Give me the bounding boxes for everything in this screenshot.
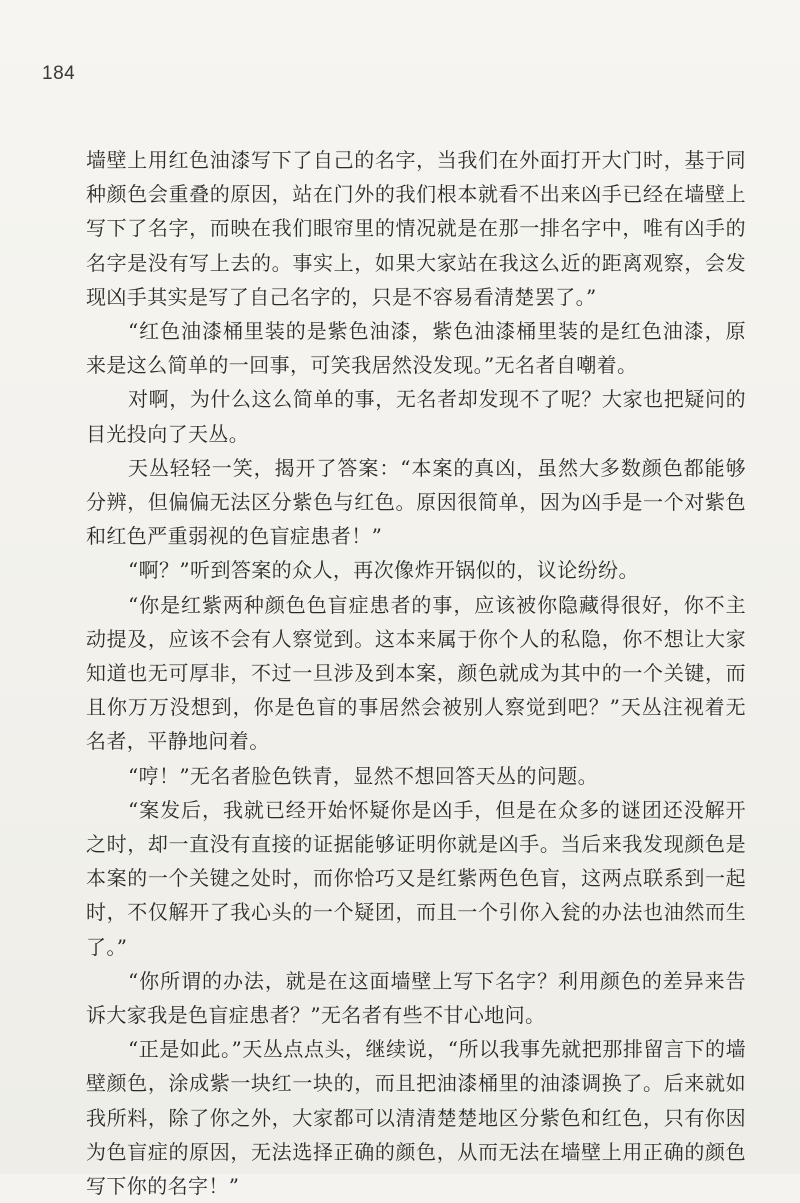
paragraph: “红色油漆桶里装的是紫色油漆，紫色油漆桶里装的是红色油漆，原来是这么简单的一回事，可笑我居然没发现。”无名者自嘲着。 [86,319,746,378]
paragraph: “案发后，我就已经开始怀疑你是凶手，但是在众多的谜团还没解开之时，却一直没有直接的证据能够证明你就是凶手。当后来我发现颜色是本案的一个关键之处时，而你恰巧又是红紫两色色盲，这两点联系到一起时，不仅解开了我心头的一个疑团，而且一个引你入瓮的办法也油然而生了。” [86,797,746,959]
body-text [86,143,746,1203]
paragraph: 墙壁上用红色油漆写下了自己的名字，当我们在外面打开大门时，基于同种颜色会重叠的原因，站在门外的我们根本就看不出来凶手已经在墙壁上写下了名字，而映在我们眼帘里的情况就是在那一排名字中，唯有凶手的名字是没有写上去的。事实上，如果大家站在我这么近的距离观察，会发现凶手其实是写了自己名字的，只是不容易看清楚罢了。” [86,148,746,309]
page-number: 184 [42,63,76,84]
paragraph: “哼！”无名者脸色铁青，显然不想回答天丛的问题。 [128,763,599,788]
paragraph: “你是红紫两种颜色色盲症患者的事，应该被你隐藏得很好，你不主动提及，应该不会有人察觉到。这本来属于你个人的私隐，你不想让大家知道也无可厚非，不过一旦涉及到本案，颜色就成为其中的一个关键，而且你万万没想到，你是色盲的事居然会被别人察觉到吧？”天丛注视着无名者，平静地问着。 [86,592,746,754]
paragraph: “正是如此。”天丛点点头，继续说，“所以我事先就把那排留言下的墙壁颜色，涂成紫一块红一块的，而且把油漆桶里的油漆调换了。后来就如我所料，除了你之外，大家都可以清清楚楚地区分紫色和红色，只有你因为色盲症的原因，无法选择正确的颜色，从而无法在墙壁上用正确的颜色写下你的名字！” [86,1037,746,1199]
paragraph: “你所谓的办法，就是在这面墙壁上写下名字？利用颜色的差异来告诉大家我是色盲症患者？”无名者有些不甘心地问。 [86,968,746,1028]
paragraph: “啊？”听到答案的众人，再次像炸开锅似的，议论纷纷。 [128,558,639,583]
paragraph: 天丛轻轻一笑，揭开了答案：“本案的真凶，虽然大多数颜色都能够分辨，但偏偏无法区分紫色与红色。原因很简单，因为凶手是一个对紫色和红色严重弱视的色盲症患者！” [86,455,746,549]
paragraph: 对啊，为什么这么简单的事，无名者却发现不了呢？大家也把疑问的目光投向了天丛。 [86,387,746,446]
